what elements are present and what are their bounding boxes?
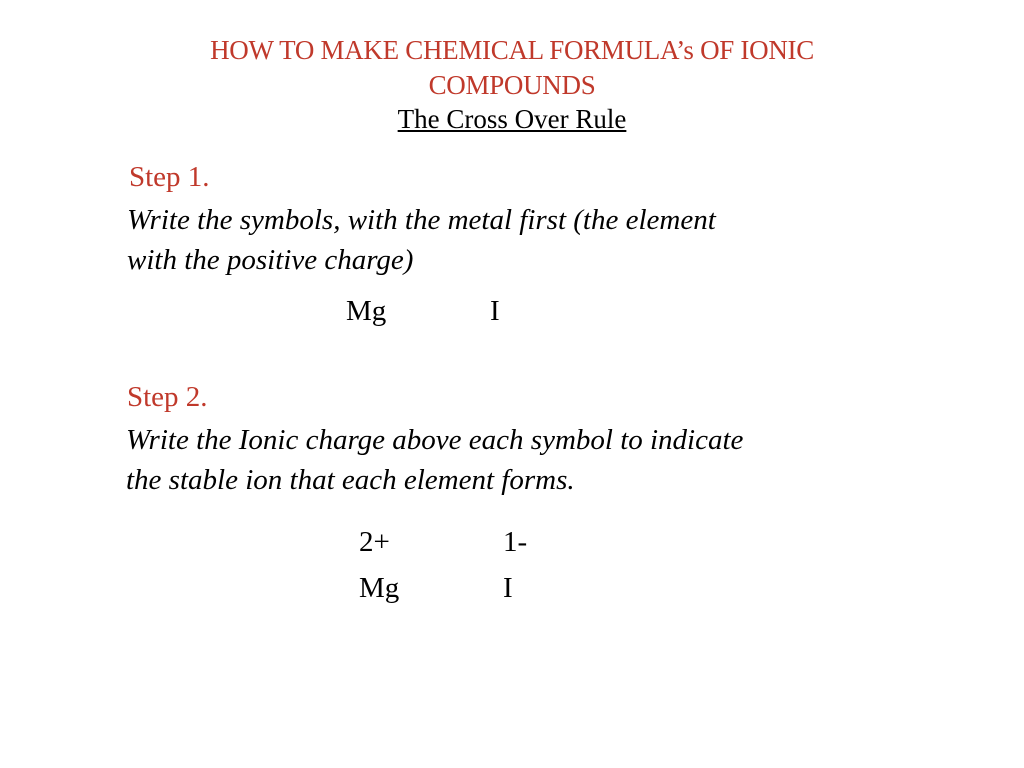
step-2-instructions [126, 420, 846, 500]
step-2-text-line-2: the stable ion that each element forms. [126, 464, 575, 497]
slide-title-block [0, 33, 1024, 137]
step-2-charge-nonmetal: 1- [503, 526, 528, 558]
step-1-symbol-nonmetal: I [490, 295, 500, 327]
step-2-symbol-nonmetal: I [503, 572, 513, 604]
slide-title-line-2: COMPOUNDS [428, 69, 596, 100]
slide-title-line-1: HOW TO MAKE CHEMICAL FORMULA’s OF IONIC [210, 35, 814, 65]
step-2-charge-metal: 2+ [359, 526, 390, 558]
step-1-symbol-metal: Mg [346, 295, 387, 327]
slide-subtitle: The Cross Over Rule [397, 104, 627, 135]
step-2-text-line-1: Write the Ionic charge above each symbol to indicate [126, 424, 744, 456]
step-2-label: Step 2. [127, 381, 208, 413]
step-1-label: Step 1. [129, 161, 210, 193]
step-1-instructions [127, 200, 847, 280]
step-1-text-line-1: Write the symbols, with the metal first (the element [127, 204, 716, 236]
step-2-symbol-metal: Mg [359, 572, 400, 604]
step-1-text-line-2: with the positive charge) [127, 244, 414, 277]
